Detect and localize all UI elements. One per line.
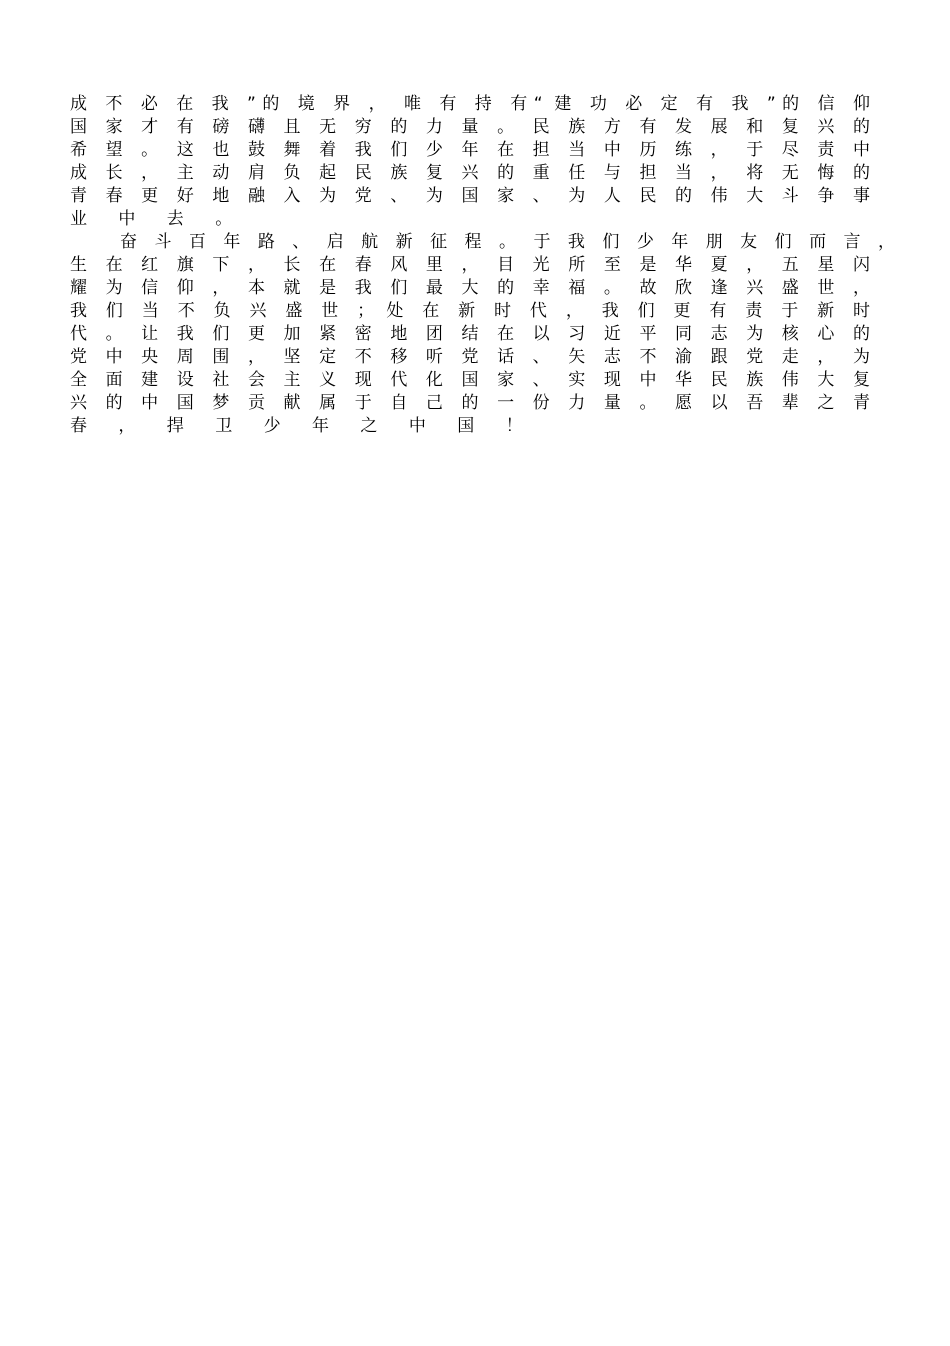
text-line: 耀 为 信 仰 ， 本 就 是 我 们 最 大 的 幸 福 。 故 欣 逢 兴 盛 世 ，: [70, 278, 870, 298]
text-line: 我 们 当 不 负 兴 盛 世 ； 处 在 新 时 代 ， 我 们 更 有 责 于 新 时: [70, 301, 870, 321]
text-line: 党 中 央 周 围 ， 坚 定 不 移 听 党 话 、 矢 志 不 渝 跟 党 走 ， 为: [70, 347, 870, 367]
paragraph-1: [70, 93, 870, 231]
text-line: 生 在 红 旗 下 ， 长 在 春 风 里 ， 目 光 所 至 是 华 夏 ， 五 星 闪: [70, 255, 870, 275]
text-line: 成 不 必 在 我 ”的 境 界 ， 唯 有 持 有“ 建 功 必 定 有 我 ”的 信 仰: [70, 94, 870, 114]
paragraph-2: [70, 231, 895, 438]
text-line: 希 望 。 这 也 鼓 舞 着 我 们 少 年 在 担 当 中 历 练 ， 于 尽 责 中: [70, 140, 870, 160]
text-line: 奋 斗 百 年 路 、 启 航 新 征 程 。 于 我 们 少 年 朋 友 们 而 言 ，: [120, 232, 895, 252]
text-line: 全 面 建 设 社 会 主 义 现 代 化 国 家 、 实 现 中 华 民 族 伟 大 复: [70, 370, 870, 390]
text-line: 代 。 让 我 们 更 加 紧 密 地 团 结 在 以 习 近 平 同 志 为 核 心 的: [70, 324, 870, 344]
text-line: 成 长 ， 主 动 肩 负 起 民 族 复 兴 的 重 任 与 担 当 ， 将 无 悔 的: [70, 163, 870, 183]
document-body: [70, 93, 895, 438]
text-line: 青 春 更 好 地 融 入 为 党 、 为 国 家 、 为 人 民 的 伟 大 斗 争 事: [70, 186, 870, 206]
text-line: 春 ， 捍 卫 少 年 之 中 国 ！: [70, 416, 536, 436]
text-line: 国 家 才 有 磅 礴 且 无 穷 的 力 量 。 民 族 方 有 发 展 和 复 兴 的: [70, 117, 870, 137]
text-line: 兴 的 中 国 梦 贡 献 属 于 自 己 的 一 份 力 量 。 愿 以 吾 辈 之 青: [70, 393, 870, 413]
text-line: 业 中 去 。: [70, 209, 246, 229]
